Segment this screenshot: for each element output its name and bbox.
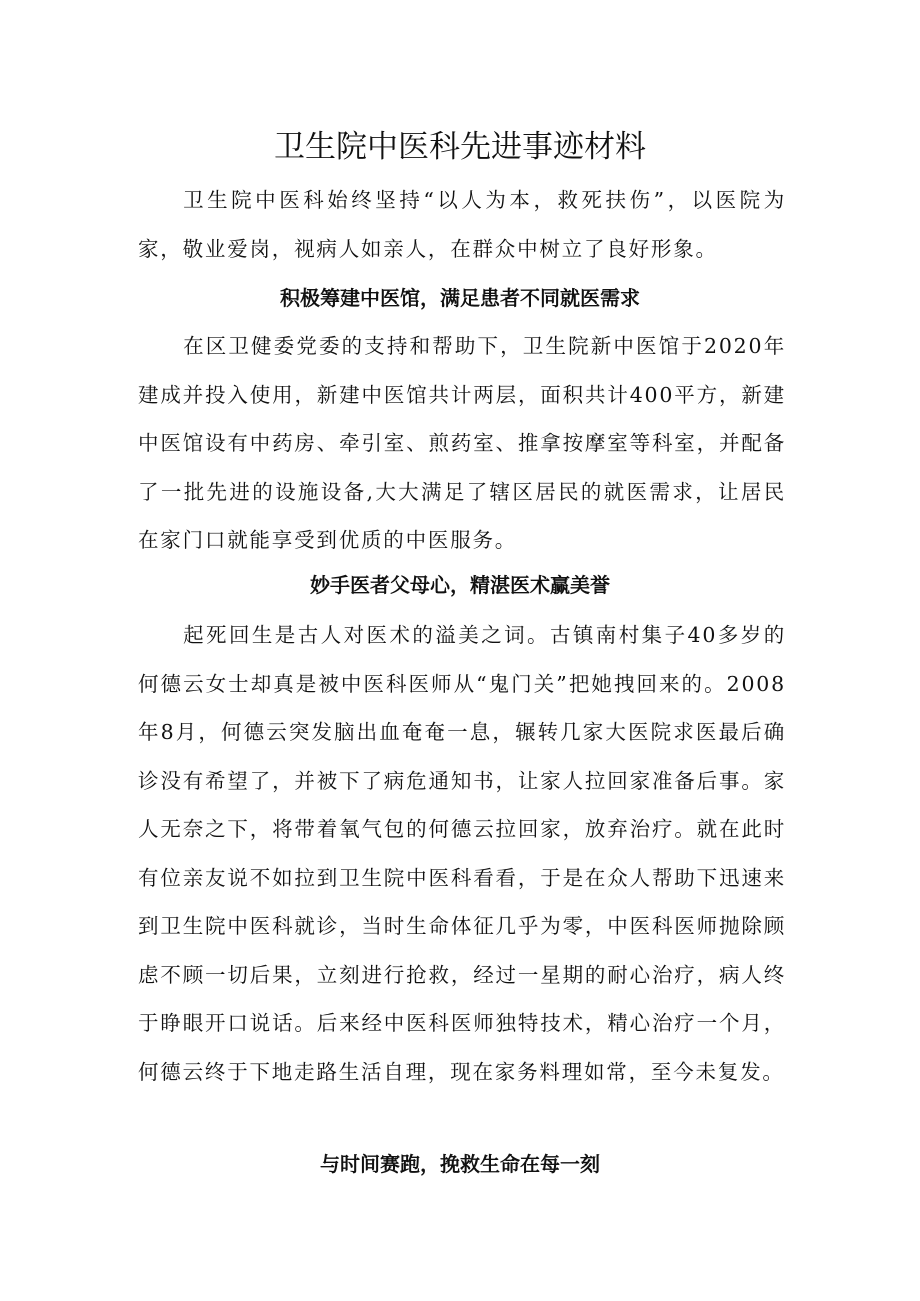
section-heading-1: 积极筹建中医馆，满足患者不同就医需求 — [280, 286, 640, 310]
section-paragraph-2: 起死回生是古人对医术的溢美之词。古镇南村集子40多岁的何德云女士却真是被中医科医师从“鬼门关”把她拽回来的。2008年8月，何德云突发脑出血奄奄一息，辗转几家大医院求医最后确诊没有希望了，并被下了病危通知书，让家人拉回家准备后事。家人无奈之下，将带着氧气包的何德云拉回家，放弃治疗。就在此时有位亲友说不如拉到卫生院中医科看看，于是在众人帮助下迅速来到卫生院中医科就诊，当时生命体征几乎为零，中医科医师抛除顾虑不顾一切后果，立刻进行抢救，经过一星期的耐心治疗，病人终于睁眼开口说话。后来经中医科医师独特技术，精心治疗一个月，何德云终于下地走路生活自理，现在家务料理如常，至今未复发。 — [138, 623, 786, 1084]
section-heading-2: 妙手医者父母心，精湛医术赢美誉 — [310, 573, 610, 597]
section-heading-3: 与时间赛跑，挽救生命在每一刻 — [320, 1152, 600, 1176]
document-title: 卫生院中医科先进事迹材料 — [274, 129, 646, 165]
intro-paragraph: 卫生院中医科始终坚持“以人为本，救死扶伤”，以医院为家，敬业爱岗，视病人如亲人，在群众中树立了良好形象。 — [138, 188, 786, 261]
section-paragraph-1: 在区卫健委党委的支持和帮助下，卫生院新中医馆于2020年建成并投入使用，新建中医馆共计两层，面积共计400平方，新建中医馆设有中药房、牵引室、煎药室、推拿按摩室等科室，并配备了一批先进的设施设备,大大满足了辖区居民的就医需求，让居民在家门口就能享受到优质的中医服务。 — [138, 334, 786, 552]
